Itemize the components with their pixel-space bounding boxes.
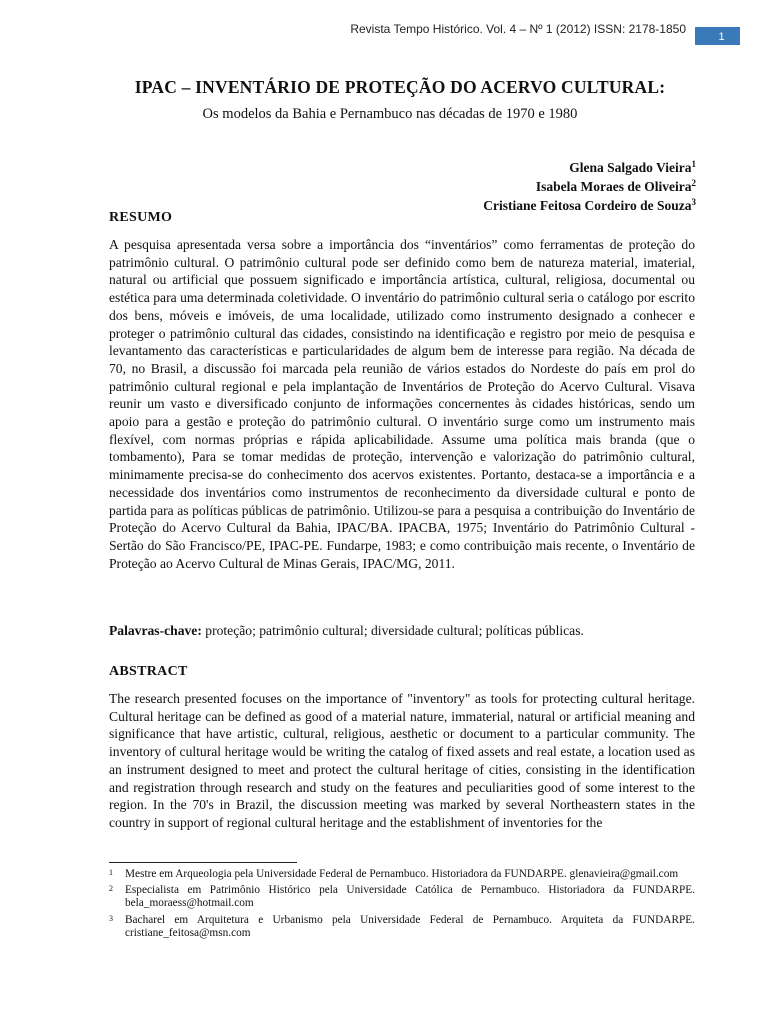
footnote-mark: 3 [109,913,113,923]
footnote-divider [109,862,297,863]
resumo-heading: RESUMO [109,210,173,225]
footnote-text: Bacharel em Arquitetura e Urbanismo pela Universidade Federal de Pernambuco. Arquiteta da FUNDARPE. cristiane_feitosa@msn.com [125,913,695,939]
author: Isabela Moraes de Oliveira$^2$ [535,178,696,194]
resumo-paragraph: A pesquisa apresentada versa sobre a importância dos “inventários” como ferramentas de proteção do patrimônio cultural. O patrimônio cultural pode ser definido como bem de natureza material, imaterial, natural ou artificial que possuem significado e importância artística, cultural, religiosa, documental ou estética para uma determinada coletividade. O inventário do patrimônio cultural seria o catálogo por escrito dos bens, móveis e imóveis, de uma localidade, utilizado como instrumento designado a conhecer e proteger o patrimônio cultural das cidades, consistindo na identificação e registro por meio de pesquisa e levantamento das características e particularidades de algum bem de interesse para região. Na década de 70, no Brasil, a discussão foi marcada pela reunião de vários estados do Nordeste do país em prol do patrimônio cultural regional e pela implantação de Inventários de Proteção do Acervo Cultural. Visava reunir um vasto e diversificado conjunto de informações concernentes às cidades históricas, sendo um apoio para a gestão e proteção do patrimônio cultural. O inventário surge como um instrumento mais flexível, com normas próprias e rápida aplicabilidade. Assume uma política mais branda (que o tombamento), Para se tomar medidas de proteção, intervenção e valorização do patrimônio cultural, minimamente precisa-se do conhecimento dos acervos existentes. Portanto, destaca-se a importância e a necessidade dos inventários como instrumentos de reconhecimento da diversidade cultural e ponto de partida para as políticas públicas de patrimônio. Utilizou-se para a pesquisa a contribuição do Inventário de Proteção do Acervo Cultural da Bahia, IPAC/BA. IPACBA, 1975; Inventário do Patrimônio Cultural - Sertão do São Francisco/PE, IPAC-PE. Fundarpe, 1983; e como contribuição mais recente, o Inventário de Proteção ao Acervo Cultural de Minas Gerais, IPAC/MG, 2011. [109,237,695,571]
footnote [109,868,695,881]
footnote-mark: 2 [109,884,113,894]
abstract-heading: ABSTRACT [109,664,188,679]
article-title: IPAC – INVENTÁRIO DE PROTEÇÃO DO ACERVO CULTURAL: [134,77,666,97]
footnote-ref[interactable]: 3 [691,197,696,207]
author-list [483,158,696,215]
footnote-ref[interactable]: 2 [691,178,696,188]
article-subtitle: Os modelos da Bahia e Pernambuco nas décadas de 1970 e 1980 [202,106,578,122]
footnotes [109,868,695,943]
keywords-text: proteção; patrimônio cultural; diversidade cultural; políticas públicas. [205,623,584,638]
footnote [109,884,695,910]
abstract-paragraph: The research presented focuses on the importance of "inventory" as tools for protecting cultural heritage. Cultural heritage can be defined as good of a material nature, immaterial, natural or artificial meaning and significance that have artistic, cultural, religious, aesthetic or document to a particular community. The inventory of cultural heritage would be writing the catalog of fixed assets and real estate, a location used as an instrument designed to meet and protect the cultural heritage of cities, consisting in the identification and registration through research and study on the features and peculiarities good of some interest to the region. In the 70's in Brazil, the discussion meeting was marked by several Northeastern states in the country in support of regional cultural heritage and the establishment of inventories for the [109,691,695,830]
running-header: Revista Tempo Histórico. Vol. 4 – Nº 1 (2012) ISSN: 2178-1850 [350,22,686,36]
author: Cristiane Feitosa Cordeiro de Souza$^3$ [483,197,696,213]
footnote [109,914,695,940]
footnote-text: Especialista em Patrimônio Histórico pela Universidade Católica de Pernambuco. Historiadora da FUNDARPE. bela_moraess@hotmail.com [125,884,695,910]
keywords-label: Palavras-chave: [109,623,202,638]
footnote-text: Mestre em Arqueologia pela Universidade Federal de Pernambuco. Historiadora da FUNDARPE. glenavieira@gmail.com [125,868,679,880]
keywords-line [109,623,709,639]
page-number-badge [695,27,740,45]
page-number: 1 [718,31,725,43]
author: Glena Salgado Vieira$^1$ [569,159,696,175]
footnote-mark: 1 [109,868,113,877]
footnote-ref[interactable]: 1 [691,159,696,169]
